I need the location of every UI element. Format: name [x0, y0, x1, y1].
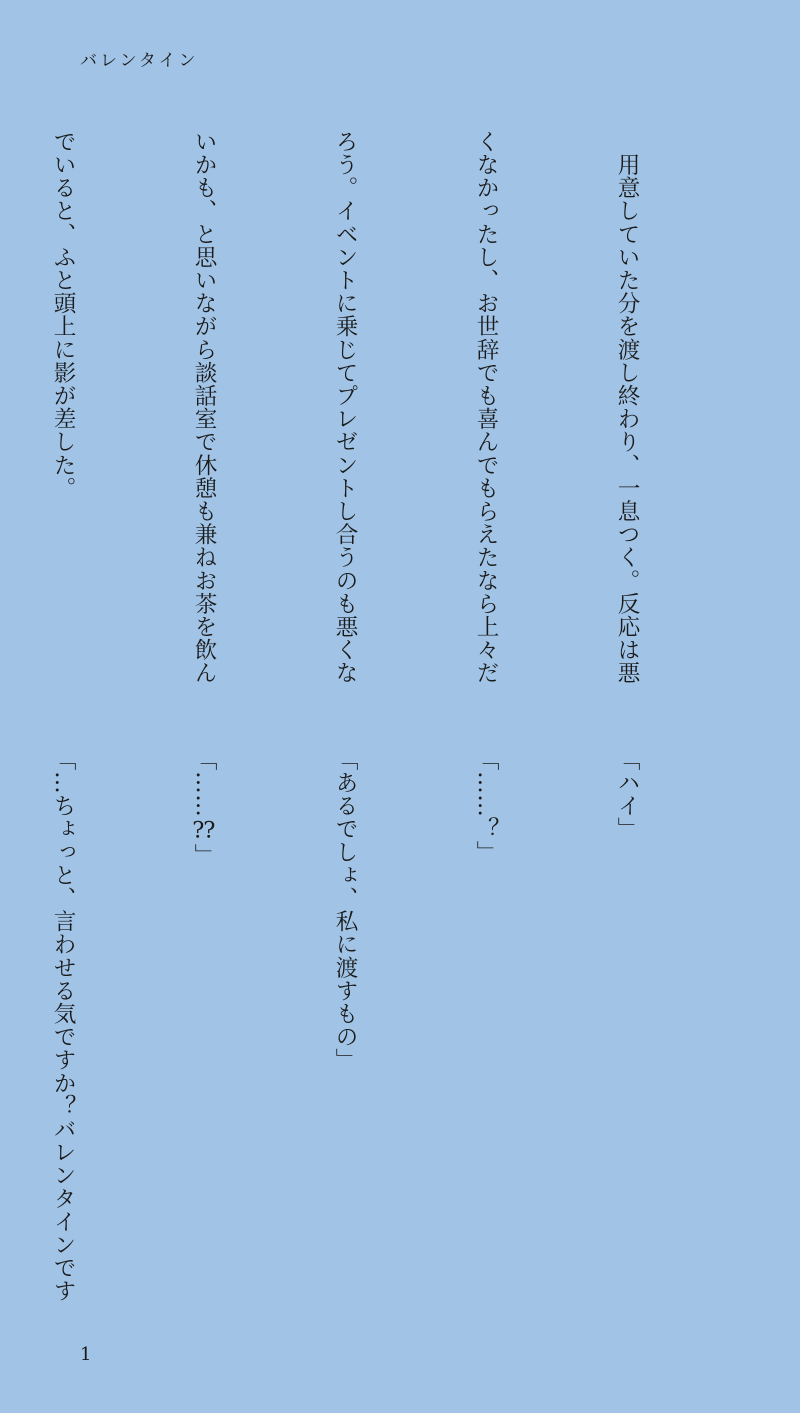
text-column: 「……？」 — [473, 748, 499, 864]
text-column: ろう。イベントに乗じてプレゼントし合うのも悪くな — [332, 130, 358, 685]
text-column: でいると、ふと頭上に影が差した。 — [50, 130, 76, 500]
text-block-bottom — [0, 748, 744, 1318]
page-header-title: バレンタイン — [80, 51, 199, 71]
text-column: 「……⁇」 — [191, 748, 217, 867]
page-number: 1 — [80, 1344, 92, 1365]
text-column: いかも、と思いながら談話室で休憩も兼ねお茶を飲ん — [191, 130, 217, 685]
text-column: 「…ちょっと、言わせる気ですか？バレンタインです — [50, 748, 76, 1303]
text-block-top — [0, 130, 744, 700]
text-column: 「ハイ」 — [614, 748, 640, 841]
text-column: 「あるでしょ、私に渡すもの」 — [332, 748, 358, 1072]
text-column: くなかったし、お世辞でも喜んでもらえたなら上々だ — [473, 130, 499, 685]
text-column: 用意していた分を渡し終わり、一息つく。反応は悪 — [614, 130, 640, 685]
